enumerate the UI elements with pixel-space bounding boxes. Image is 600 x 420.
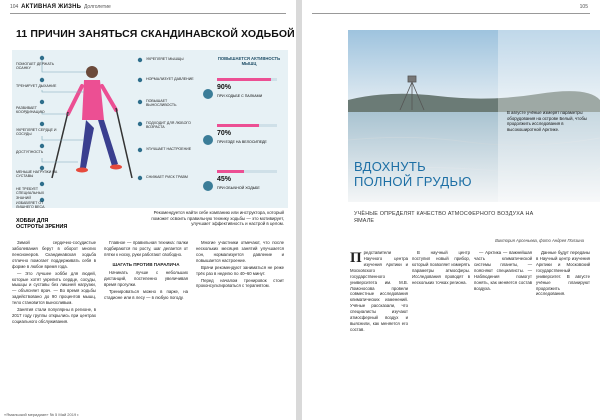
muscle-activity-header: ПОВЫШАЕТСЯ АКТИВНОСТЬ МЫШЦ xyxy=(217,56,281,66)
benefit-label: ПОВЫШАЕТ ВЫНОСЛИВОСТЬ xyxy=(146,99,177,108)
subsection-title: Долголетие xyxy=(83,4,111,10)
benefit-label: ДОСТУПНОСТЬ xyxy=(16,150,44,154)
article-column-1 xyxy=(350,250,408,333)
walker-figure xyxy=(52,66,132,178)
article-column-3 xyxy=(474,250,532,292)
posture-icon xyxy=(40,56,44,60)
activity-icons xyxy=(203,89,213,191)
benefit-label: ТРЕНИРУЕТ ДЫХАНИЕ xyxy=(16,84,57,88)
headline xyxy=(354,160,472,190)
paragraph: Данные будут переданы в Научный центр изучения Арктики и Московский государственный университет. В августе учёные планируют продолжить исследования. xyxy=(536,250,590,297)
page-header-left xyxy=(10,4,111,10)
article-column-2 xyxy=(412,250,470,287)
activity-label: ПРИ ХОДЬБЕ С ПАЛКАМИ xyxy=(217,94,263,98)
bar-45 xyxy=(217,170,244,173)
benefit-label: УЛУЧШАЕТ НАСТРОЕНИЕ xyxy=(146,147,192,151)
byline: Виктория Арсеньева, фото Андрея Ползина xyxy=(495,238,584,243)
header-rule xyxy=(312,13,590,14)
headline-line: ВДОХНУТЬ xyxy=(354,159,426,174)
walker-icon xyxy=(203,181,213,191)
paragraph: Многие участники отмечают, что после нескольких месяцев занятий улучшается сон, нормализуется давление и повышается настроение. xyxy=(196,240,284,263)
knowledge-icon xyxy=(40,182,44,186)
bar-70 xyxy=(217,124,259,127)
headline-line: ПОЛНОЙ ГРУДЬЮ xyxy=(354,173,472,189)
bar-90 xyxy=(217,78,271,81)
paragraph: — Это лучшее хобби для людей, которые хотят укрепить сердце, сосуды, мышцы и суставы без лишней нагрузки, — объясняет врач. — Во время ходьбы задействовано до 90 процентов мышц, тело становится выносливым. xyxy=(12,270,96,306)
activity-value: 70% xyxy=(217,130,232,137)
paragraph: Тренироваться можно в парке, на стадионе или в лесу — в любую погоду. xyxy=(104,288,188,300)
benefit-label: УКРЕПЛЯЕТ СЕРДЦЕ И СОСУДЫ xyxy=(16,128,57,137)
subhead: ХОББИ ДЛЯ ОСТРОТЫ ЗРЕНИЯ xyxy=(16,218,68,231)
page-number-right: 105 xyxy=(579,4,588,10)
photo-caption: В августе учёные измерят параметры оборудования на острове Белый, чтобы продолжить исследования в высокоширотной Арктике. xyxy=(507,110,588,132)
paragraph: Зимой сердечно-сосудистые заболевания берут в оборот многих пенсионеров. Скандинавская ходьба отлично помогает поддерживать себя в форме в любое время года. xyxy=(12,240,96,269)
left-page xyxy=(0,0,296,420)
column-subhead: ШАГАТЬ ПРОТИВ ПАРАЛИЧА xyxy=(112,261,180,267)
benefit-label: ПОДХОДИТ ДЛЯ ЛЮБОГО ВОЗРАСТА xyxy=(146,121,191,130)
benefit-label: НОРМАЛИЗУЕТ ДАВЛЕНИЕ xyxy=(146,77,194,81)
mid-icon-dots xyxy=(138,58,142,180)
activity-label: ПРИ ОБЫЧНОЙ ХОДЬБЕ xyxy=(217,186,260,190)
article-column-1 xyxy=(12,240,96,326)
activity-bars xyxy=(217,78,277,173)
heart-icon xyxy=(40,122,44,126)
availability-icon xyxy=(40,144,44,148)
header-rule xyxy=(10,13,286,14)
paragraph: Врачи рекомендуют заниматься не реже трёх раз в неделю по 40–60 минут. xyxy=(196,264,284,276)
benefit-label: УКРЕПЛЯЕТ МЫШЦЫ xyxy=(146,57,184,61)
benefit-label: НЕ ТРЕБУЕТ СПЕЦИАЛЬНЫХ ЗНАНИЙ xyxy=(16,187,45,200)
paragraph: Перед началом тренировок стоит проконсультироваться с терапевтом. xyxy=(196,277,284,289)
page-footer: «Ямальский меридиан» № 5 Май 2019 г. xyxy=(4,412,80,417)
paragraph: В научный центр поступил новый прибор, который позволяет измерять параметры атмосферы. Исследования проводят в нескольких точках региона. xyxy=(412,250,470,285)
article-column-2 xyxy=(104,240,188,302)
benefit-label: ИЗБАВЛЯЕТ ОТ ЛИШНЕГО ВЕСА xyxy=(16,201,45,210)
paragraph: Занятия стали популярны в регионе, в 2017 году группы открылись при центрах социального обслуживания. xyxy=(12,307,96,324)
lead-text: УЧЁНЫЕ ОПРЕДЕЛЯТ КАЧЕСТВО АТМОСФЕРНОГО ВОЗДУХА НА ЯМАЛЕ xyxy=(354,211,534,225)
activity-value: 90% xyxy=(217,84,232,91)
activity-value: 45% xyxy=(217,176,232,183)
section-title: АКТИВНАЯ ЖИЗНЬ xyxy=(21,4,82,10)
benefit-label: СНИЖАЕТ РИСК ТРАВМ xyxy=(146,175,188,179)
paragraph: Главное — правильная техника: палки подбираются по росту, шаг делается от пятки к носку, руки работают свободно. xyxy=(104,240,188,257)
article-column-3 xyxy=(196,240,284,290)
breath-icon xyxy=(40,78,44,82)
infographic-caption: Рекомендуется найти себе компанию или инструктора, который поможет освоить правильную технику ходьбы — это мотивирует, улучшает эффективность и настрой в целом. xyxy=(151,210,284,226)
paragraph: — Арктика — важнейшая часть климатической системы планеты, — поясняют специалисты. — Наблюдения помогут понять, как меняется состав воздуха. xyxy=(474,250,532,291)
article-column-4 xyxy=(536,250,590,298)
right-page xyxy=(302,0,600,420)
benefit-label: ПОМОГАЕТ ДЕРЖАТЬ ОСАНКУ xyxy=(16,62,55,71)
activity-label: ПРИ ЕЗДЕ НА ВЕЛОСИПЕДЕ xyxy=(217,140,267,144)
drop-cap: П xyxy=(350,250,362,266)
paragraph: редставители Научного центра изучения Арктики и Московского государственного университета им. М.В. Ломоносова провели совместные исследования климатических изменений. Учёные рассказали, что специалисты изучают атмосферный воздух и выяснили, как меняется его состав. xyxy=(350,250,408,332)
benefit-label: МЕНЬШЕ НАГРУЗКИ НА СУСТАВЫ xyxy=(16,170,58,179)
coordination-icon xyxy=(40,100,44,104)
page-number: 104 xyxy=(10,4,19,10)
infographic xyxy=(12,50,288,208)
paragraph: Начинать лучше с небольших дистанций, постепенно увеличивая время прогулки. xyxy=(104,270,188,287)
nordic-walker-icon xyxy=(203,89,213,99)
benefit-label: РАЗВИВАЕТ КООРДИНАЦИЮ xyxy=(16,106,45,115)
cyclist-icon xyxy=(203,135,213,145)
article-title: 11 ПРИЧИН ЗАНЯТЬСЯ СКАНДИНАВСКОЙ ХОДЬБОЙ xyxy=(16,28,295,40)
